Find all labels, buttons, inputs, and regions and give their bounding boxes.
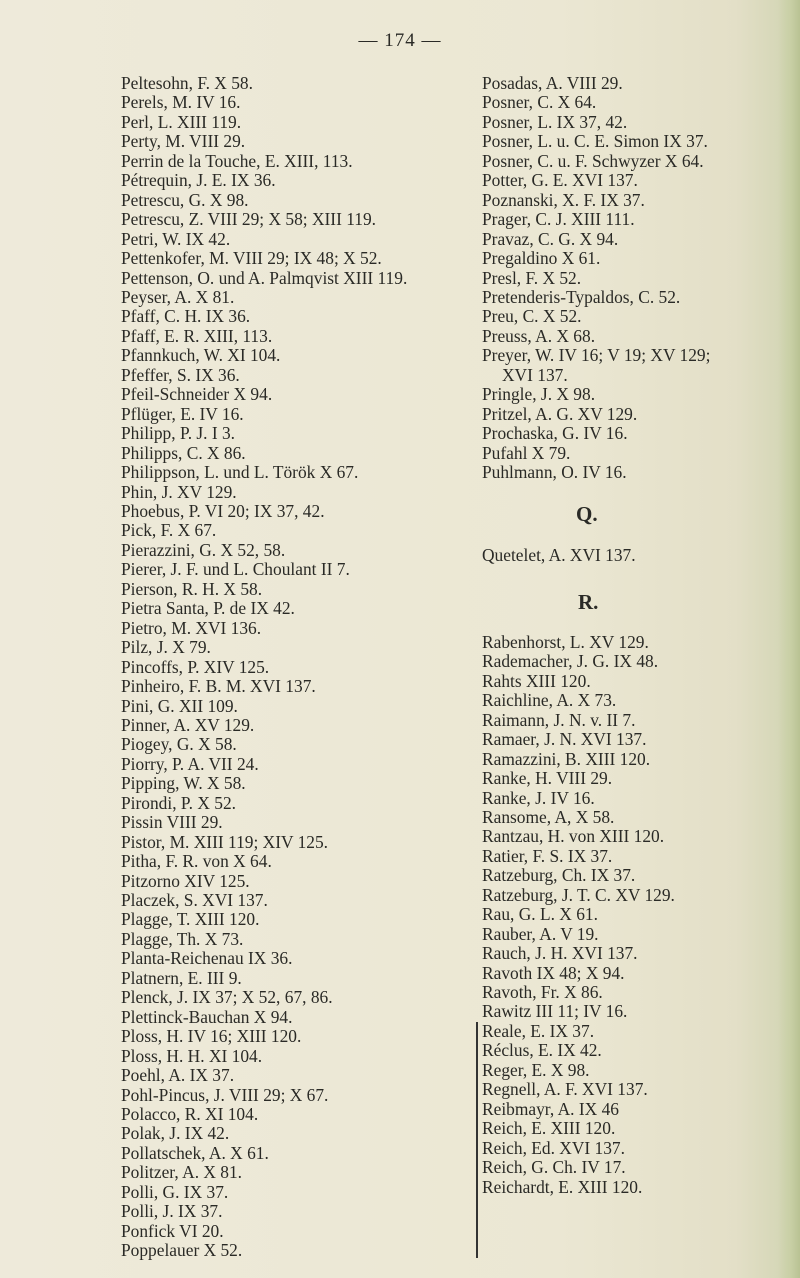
index-entry: Poppelauer X 52. — [121, 1240, 243, 1261]
index-entry: Posner, L. IX 37, 42. — [482, 111, 628, 132]
index-entry: Piorry, P. A. VII 24. — [121, 753, 259, 774]
index-entry: Rauch, J. H. XVI 137. — [482, 943, 638, 964]
index-entry: Phoebus, P. VI 20; IX 37, 42. — [121, 500, 325, 521]
index-entry: Pistor, M. XIII 119; XIV 125. — [121, 831, 329, 852]
index-entry: Posner, C. u. F. Schwyzer X 64. — [482, 150, 704, 171]
index-entry: Reich, G. Ch. IV 17. — [482, 1157, 626, 1178]
index-entry: Pfaff, E. R. XIII, 113. — [121, 325, 273, 346]
index-entry: Pinner, A. XV 129. — [121, 714, 255, 735]
index-entry: Pincoffs, P. XIV 125. — [121, 656, 270, 677]
index-entry: Placzek, S. XVI 137. — [121, 890, 268, 911]
index-entry: Raichline, A. X 73. — [482, 690, 617, 711]
index-entry: Ratzeburg, J. T. C. XV 129. — [482, 884, 675, 905]
margin-bar — [476, 1022, 478, 1258]
index-entry: Pfaff, C. H. IX 36. — [121, 306, 251, 327]
index-entry: Pfeffer, S. IX 36. — [121, 364, 240, 385]
index-entry: Rahts XIII 120. — [482, 670, 591, 691]
index-entry: Ranke, J. IV 16. — [482, 787, 595, 808]
index-entry: Reich, E. XIII 120. — [482, 1118, 616, 1139]
index-entry: Polli, G. IX 37. — [121, 1181, 229, 1202]
index-entry: Pilz, J. X 79. — [121, 637, 211, 658]
index-entry: Pick, F. X 67. — [121, 520, 217, 541]
index-entry: Presl, F. X 52. — [482, 267, 582, 288]
index-entry: Perrin de la Touche, E. XIII, 113. — [121, 150, 353, 171]
index-entry: Philipps, C. X 86. — [121, 442, 246, 463]
index-entry: Pitha, F. R. von X 64. — [121, 851, 272, 872]
index-entry: Ravoth, Fr. X 86. — [482, 982, 603, 1003]
index-entry: Plenck, J. IX 37; X 52, 67, 86. — [121, 987, 333, 1008]
index-entry: XVI 137. — [502, 364, 568, 385]
index-entry: Perl, L. XIII 119. — [121, 111, 242, 132]
index-entry: Politzer, A. X 81. — [121, 1162, 243, 1183]
index-entry: Platnern, E. III 9. — [121, 967, 242, 988]
index-entry: Rademacher, J. G. IX 48. — [482, 651, 659, 672]
index-entry: Rau, G. L. X 61. — [482, 904, 598, 925]
index-entry: Pierer, J. F. und L. Choulant II 7. — [121, 559, 350, 580]
index-entry: Ratier, F. S. IX 37. — [482, 845, 613, 866]
index-entry: Pregaldino X 61. — [482, 248, 601, 269]
index-entry: Pollatschek, A. X 61. — [121, 1142, 269, 1163]
index-entry: Petrescu, G. X 98. — [121, 189, 249, 210]
index-entry: Pfeil-Schneider X 94. — [121, 384, 273, 405]
index-entry: Pipping, W. X 58. — [121, 773, 246, 794]
index-entry: Poehl, A. IX 37. — [121, 1065, 235, 1086]
index-entry: Reger, E. X 98. — [482, 1059, 590, 1080]
index-entry: Pierson, R. H. X 58. — [121, 578, 263, 599]
index-entry: Posner, C. X 64. — [482, 92, 597, 113]
index-entry: Pettenson, O. und A. Palmqvist XIII 119. — [121, 267, 408, 288]
index-entry: Pétrequin, J. E. IX 36. — [121, 170, 276, 191]
index-entry: Plagge, Th. X 73. — [121, 928, 244, 949]
index-entry: Ploss, H. IV 16; XIII 120. — [121, 1026, 302, 1047]
index-entry: Planta-Reichenau IX 36. — [121, 948, 293, 969]
index-entry: Polak, J. IX 42. — [121, 1123, 230, 1144]
index-entry: Ratzeburg, Ch. IX 37. — [482, 865, 636, 886]
index-entry: Pinheiro, F. B. M. XVI 137. — [121, 676, 316, 697]
index-entry: Reale, E. IX 37. — [482, 1020, 595, 1041]
index-entry: Ploss, H. H. XI 104. — [121, 1045, 263, 1066]
index-entry: Philipp, P. J. I 3. — [121, 423, 236, 444]
letter-heading-r: R. — [578, 590, 599, 615]
index-entry: Perels, M. IV 16. — [121, 92, 241, 113]
index-entry: Pini, G. XII 109. — [121, 695, 238, 716]
index-entry: Ransome, A, X 58. — [482, 806, 615, 827]
index-group-q — [482, 546, 800, 565]
index-entry: Polli, J. IX 37. — [121, 1201, 223, 1222]
index-column-left — [121, 74, 461, 1261]
index-entry: Raimann, J. N. v. II 7. — [482, 709, 636, 730]
page-number: — 174 — — [358, 30, 442, 51]
index-entry: Rawitz III 11; IV 16. — [482, 1001, 628, 1022]
index-entry: Poznanski, X. F. IX 37. — [482, 189, 645, 210]
index-entry: Rabenhorst, L. XV 129. — [482, 631, 649, 652]
letter-heading-q: Q. — [576, 501, 598, 526]
index-entry: Posadas, A. VIII 29. — [482, 73, 623, 93]
index-entry: Petri, W. IX 42. — [121, 228, 231, 249]
index-entry: Phin, J. XV 129. — [121, 481, 237, 502]
index-entry: Ponfick VI 20. — [121, 1220, 224, 1241]
index-entry: Pufahl X 79. — [482, 442, 571, 463]
index-entry: Pravaz, C. G. X 94. — [482, 228, 619, 249]
index-group-r — [482, 633, 800, 1197]
index-entry: Pritzel, A. G. XV 129. — [482, 403, 638, 424]
index-entry: Regnell, A. F. XVI 137. — [482, 1079, 648, 1100]
index-entry: Pitzorno XIV 125. — [121, 870, 250, 891]
index-entry: Posner, L. u. C. E. Simon IX 37. — [482, 131, 708, 152]
index-entry: Polacco, R. XI 104. — [121, 1104, 259, 1125]
index-entry: Plettinck-Bauchan X 94. — [121, 1006, 293, 1027]
index-entry: Rantzau, H. von XIII 120. — [482, 826, 665, 847]
index-entry: Pissin VIII 29. — [121, 812, 223, 833]
index-entry: Pettenkofer, M. VIII 29; IX 48; X 52. — [121, 248, 382, 269]
index-entry: Prager, C. J. XIII 111. — [482, 209, 635, 230]
index-entry: Potter, G. E. XVI 137. — [482, 170, 638, 191]
index-entry: Plagge, T. XIII 120. — [121, 909, 260, 930]
index-entry: Pietra Santa, P. de IX 42. — [121, 598, 295, 619]
index-entry: Pietro, M. XVI 136. — [121, 617, 262, 638]
index-entry: Pirondi, P. X 52. — [121, 792, 236, 813]
index-entry: Réclus, E. IX 42. — [482, 1040, 602, 1061]
index-entry: Quetelet, A. XVI 137. — [482, 544, 636, 565]
index-entry: Philippson, L. und L. Török X 67. — [121, 462, 359, 483]
index-entry: Petrescu, Z. VIII 29; X 58; XIII 119. — [121, 209, 377, 230]
index-entry: Pretenderis-Typaldos, C. 52. — [482, 286, 681, 307]
index-entry: Preyer, W. IV 16; V 19; XV 129; — [482, 345, 711, 366]
index-entry: Pohl-Pincus, J. VIII 29; X 67. — [121, 1084, 329, 1105]
index-entry: Reibmayr, A. IX 46 — [482, 1098, 619, 1119]
index-entry: Peltesohn, F. X 58. — [121, 73, 253, 93]
index-group-p — [482, 74, 800, 483]
index-entry: Peyser, A. X 81. — [121, 286, 235, 307]
index-entry: Reichardt, E. XIII 120. — [482, 1176, 643, 1197]
index-column-right — [482, 74, 800, 1197]
index-entry: Ranke, H. VIII 29. — [482, 768, 613, 789]
index-entry: Preu, C. X 52. — [482, 306, 582, 327]
index-entry: Puhlmann, O. IV 16. — [482, 462, 627, 483]
index-entry: Perty, M. VIII 29. — [121, 131, 246, 152]
index-entry: Preuss, A. X 68. — [482, 325, 596, 346]
index-entry: Piogey, G. X 58. — [121, 734, 237, 755]
index-entry: Pierazzini, G. X 52, 58. — [121, 539, 286, 560]
index-entry: Ravoth IX 48; X 94. — [482, 962, 625, 983]
index-entry: Ramaer, J. N. XVI 137. — [482, 729, 647, 750]
index-entry: Ramazzini, B. XIII 120. — [482, 748, 651, 769]
index-entry: Reich, Ed. XVI 137. — [482, 1137, 625, 1158]
index-entry: Rauber, A. V 19. — [482, 923, 599, 944]
index-entry: Pflüger, E. IV 16. — [121, 403, 244, 424]
index-entry: Prochaska, G. IV 16. — [482, 423, 628, 444]
index-entry: Pfannkuch, W. XI 104. — [121, 345, 281, 366]
index-entry: Pringle, J. X 98. — [482, 384, 596, 405]
